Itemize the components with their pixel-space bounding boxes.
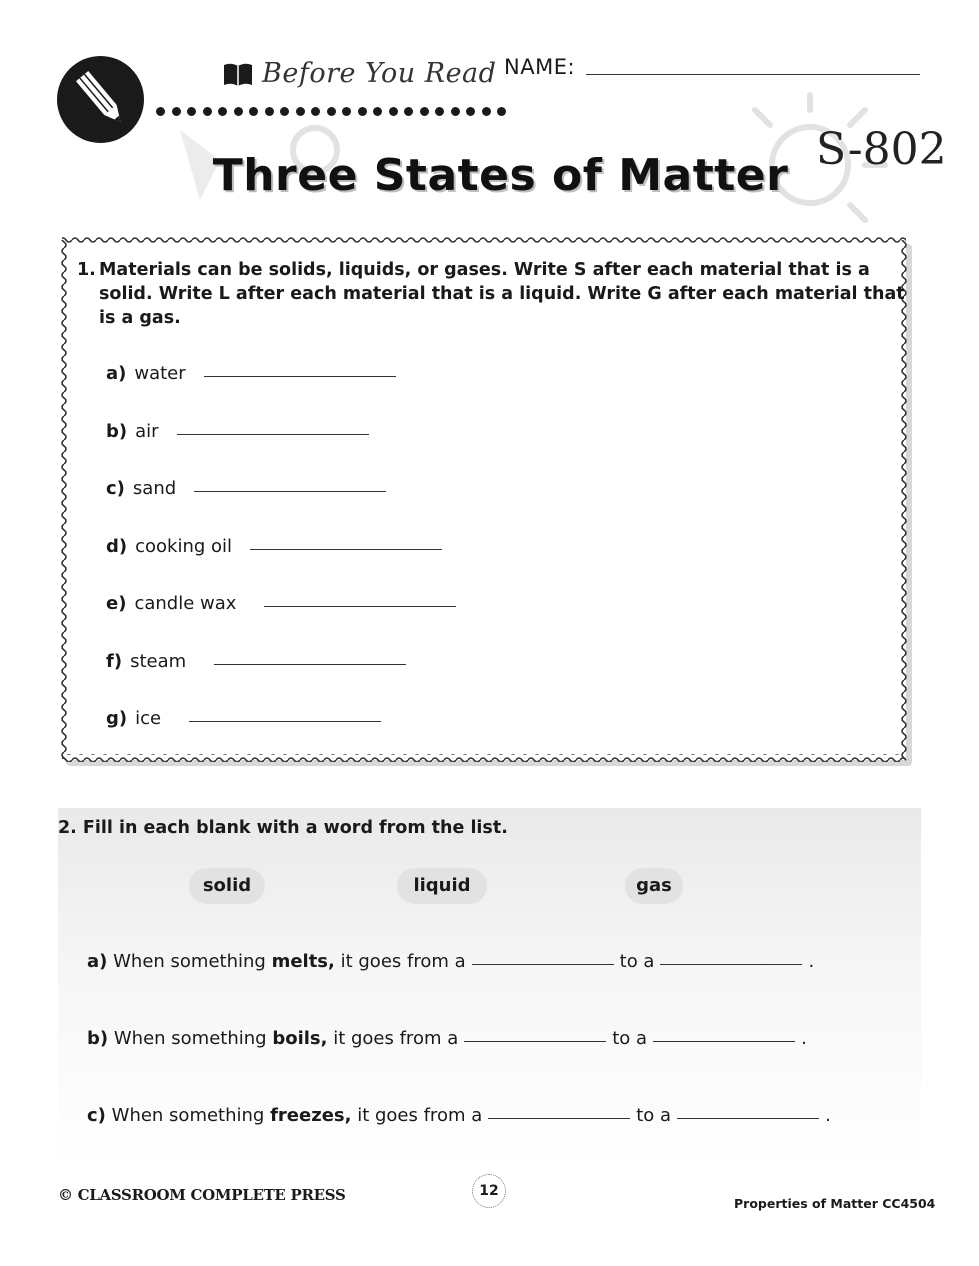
answer-blank[interactable]	[189, 721, 381, 722]
fill-blank[interactable]	[464, 1041, 606, 1042]
fill-blank[interactable]	[653, 1041, 795, 1042]
material-item: f) steam	[106, 651, 406, 672]
publisher-credit: © CLASSROOM COMPLETE PRESS	[58, 1186, 346, 1204]
book-icon	[222, 61, 254, 87]
sentence-freezes: c) When something freezes, it goes from a to a .	[87, 1105, 831, 1126]
fill-blank[interactable]	[677, 1118, 819, 1119]
answer-blank[interactable]	[204, 376, 396, 377]
material-item: b) air	[106, 421, 369, 442]
pencil-icon	[57, 56, 144, 143]
material-item: d) cooking oil	[106, 536, 442, 557]
section-label-text: Before You Read	[262, 58, 497, 89]
fill-blank[interactable]	[488, 1118, 630, 1119]
answer-blank[interactable]	[177, 434, 369, 435]
pencil-badge	[57, 56, 144, 143]
material-item: e) candle wax	[106, 593, 456, 614]
question2-prompt: 2. Fill in each blank with a word from the list.	[58, 818, 508, 838]
name-label: NAME:	[504, 55, 576, 79]
name-field[interactable]	[586, 74, 920, 75]
question1-prompt: 1. Materials can be solids, liquids, or gases. Write S after each material that is a solid. Write L after each material that is a liquid. Write G after each material that is a gas.	[77, 260, 905, 328]
worksheet-code: S-802	[816, 124, 947, 175]
answer-blank[interactable]	[194, 491, 386, 492]
answer-blank[interactable]	[264, 606, 456, 607]
material-item: c) sand	[106, 478, 386, 499]
word-bank-solid: solid	[189, 868, 265, 904]
answer-blank[interactable]	[250, 549, 442, 550]
section-label	[222, 58, 496, 89]
page-title: Three States of Matter	[212, 150, 789, 201]
fill-blank[interactable]	[472, 964, 614, 965]
word-bank-liquid: liquid	[397, 868, 487, 904]
fill-blank[interactable]	[660, 964, 802, 965]
sentence-melts: a) When something melts, it goes from a to a .	[87, 951, 815, 972]
sentence-boils: b) When something boils, it goes from a to a .	[87, 1028, 807, 1049]
page-number: 12	[472, 1174, 506, 1208]
answer-blank[interactable]	[214, 664, 406, 665]
word-bank-gas: gas	[625, 868, 683, 904]
dot-divider	[156, 104, 506, 118]
material-item: g) ice	[106, 708, 381, 729]
material-item: a) water	[106, 363, 396, 384]
book-title: Properties of Matter CC4504	[734, 1196, 936, 1211]
